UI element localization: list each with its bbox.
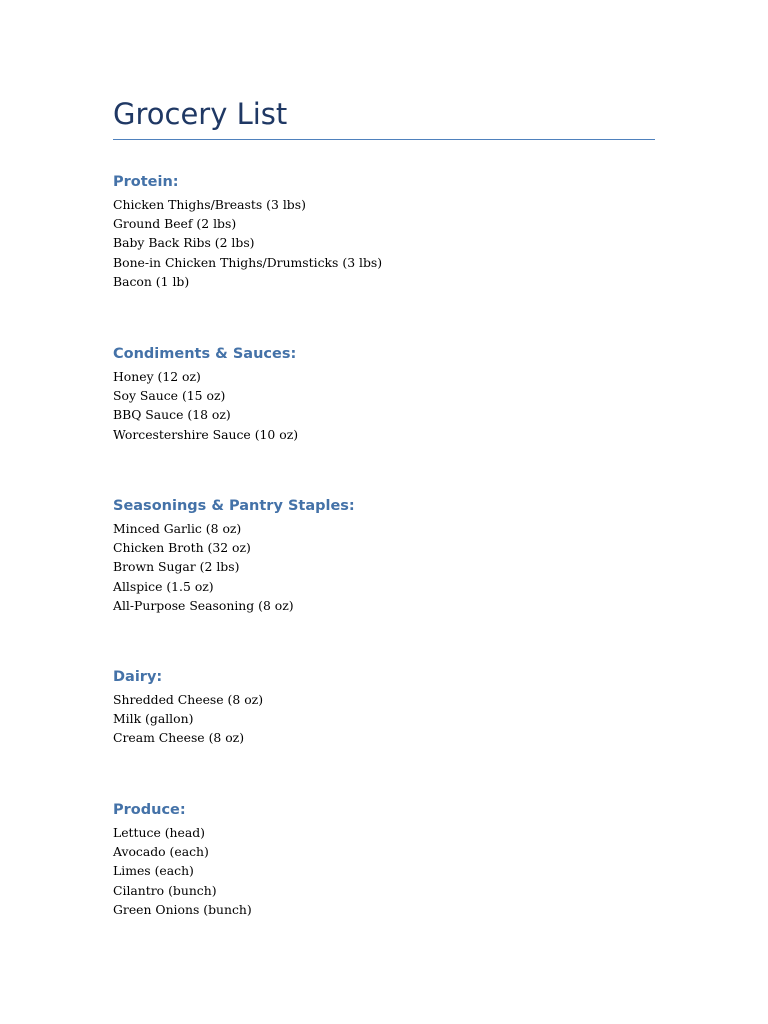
list-item: Minced Garlic (8 oz) [113, 521, 242, 536]
list-item: BBQ Sauce (18 oz) [113, 407, 231, 423]
list-item: Bone-in Chicken Thighs/Drumsticks (3 lbs) [113, 254, 383, 270]
section-heading: Condiments & Sauces: [113, 346, 297, 362]
section-produce [113, 800, 653, 919]
list-item: Avocado (each) [113, 844, 209, 860]
section-heading: Protein: [113, 174, 179, 190]
list-item: Ground Beef (2 lbs) [113, 216, 237, 232]
list-item: Cream Cheese (8 oz) [113, 730, 245, 746]
list-item: Baby Back Ribs (2 lbs) [113, 235, 255, 251]
item-list [113, 519, 653, 615]
list-item: Honey (12 oz) [113, 369, 201, 384]
section-condiments-sauces [113, 344, 653, 444]
item-list [113, 823, 653, 919]
section-heading: Dairy: [113, 669, 163, 685]
item-list [113, 195, 653, 291]
section-heading: Produce: [113, 802, 186, 818]
page-title: Grocery List [113, 97, 288, 131]
list-item: Limes (each) [113, 863, 194, 879]
list-item: Milk (gallon) [113, 711, 194, 727]
list-item: All-Purpose Seasoning (8 oz) [113, 597, 294, 613]
list-item: Brown Sugar (2 lbs) [113, 559, 240, 575]
section-seasonings-pantry [113, 496, 653, 615]
list-item: Cilantro (bunch) [113, 882, 217, 898]
section-dairy [113, 667, 653, 748]
list-item: Allspice (1.5 oz) [113, 578, 214, 594]
list-item: Green Onions (bunch) [113, 901, 252, 917]
list-item: Lettuce (head) [113, 825, 206, 840]
list-item: Shredded Cheese (8 oz) [113, 692, 264, 707]
section-heading: Seasonings & Pantry Staples: [113, 498, 355, 514]
list-item: Chicken Thighs/Breasts (3 lbs) [113, 197, 306, 212]
section-protein [113, 172, 653, 291]
item-list [113, 367, 653, 444]
list-item: Worcestershire Sauce (10 oz) [113, 426, 299, 442]
list-item: Bacon (1 lb) [113, 273, 190, 289]
list-item: Chicken Broth (32 oz) [113, 540, 251, 556]
list-item: Soy Sauce (15 oz) [113, 388, 226, 404]
item-list [113, 690, 653, 748]
title-underline [113, 139, 655, 140]
